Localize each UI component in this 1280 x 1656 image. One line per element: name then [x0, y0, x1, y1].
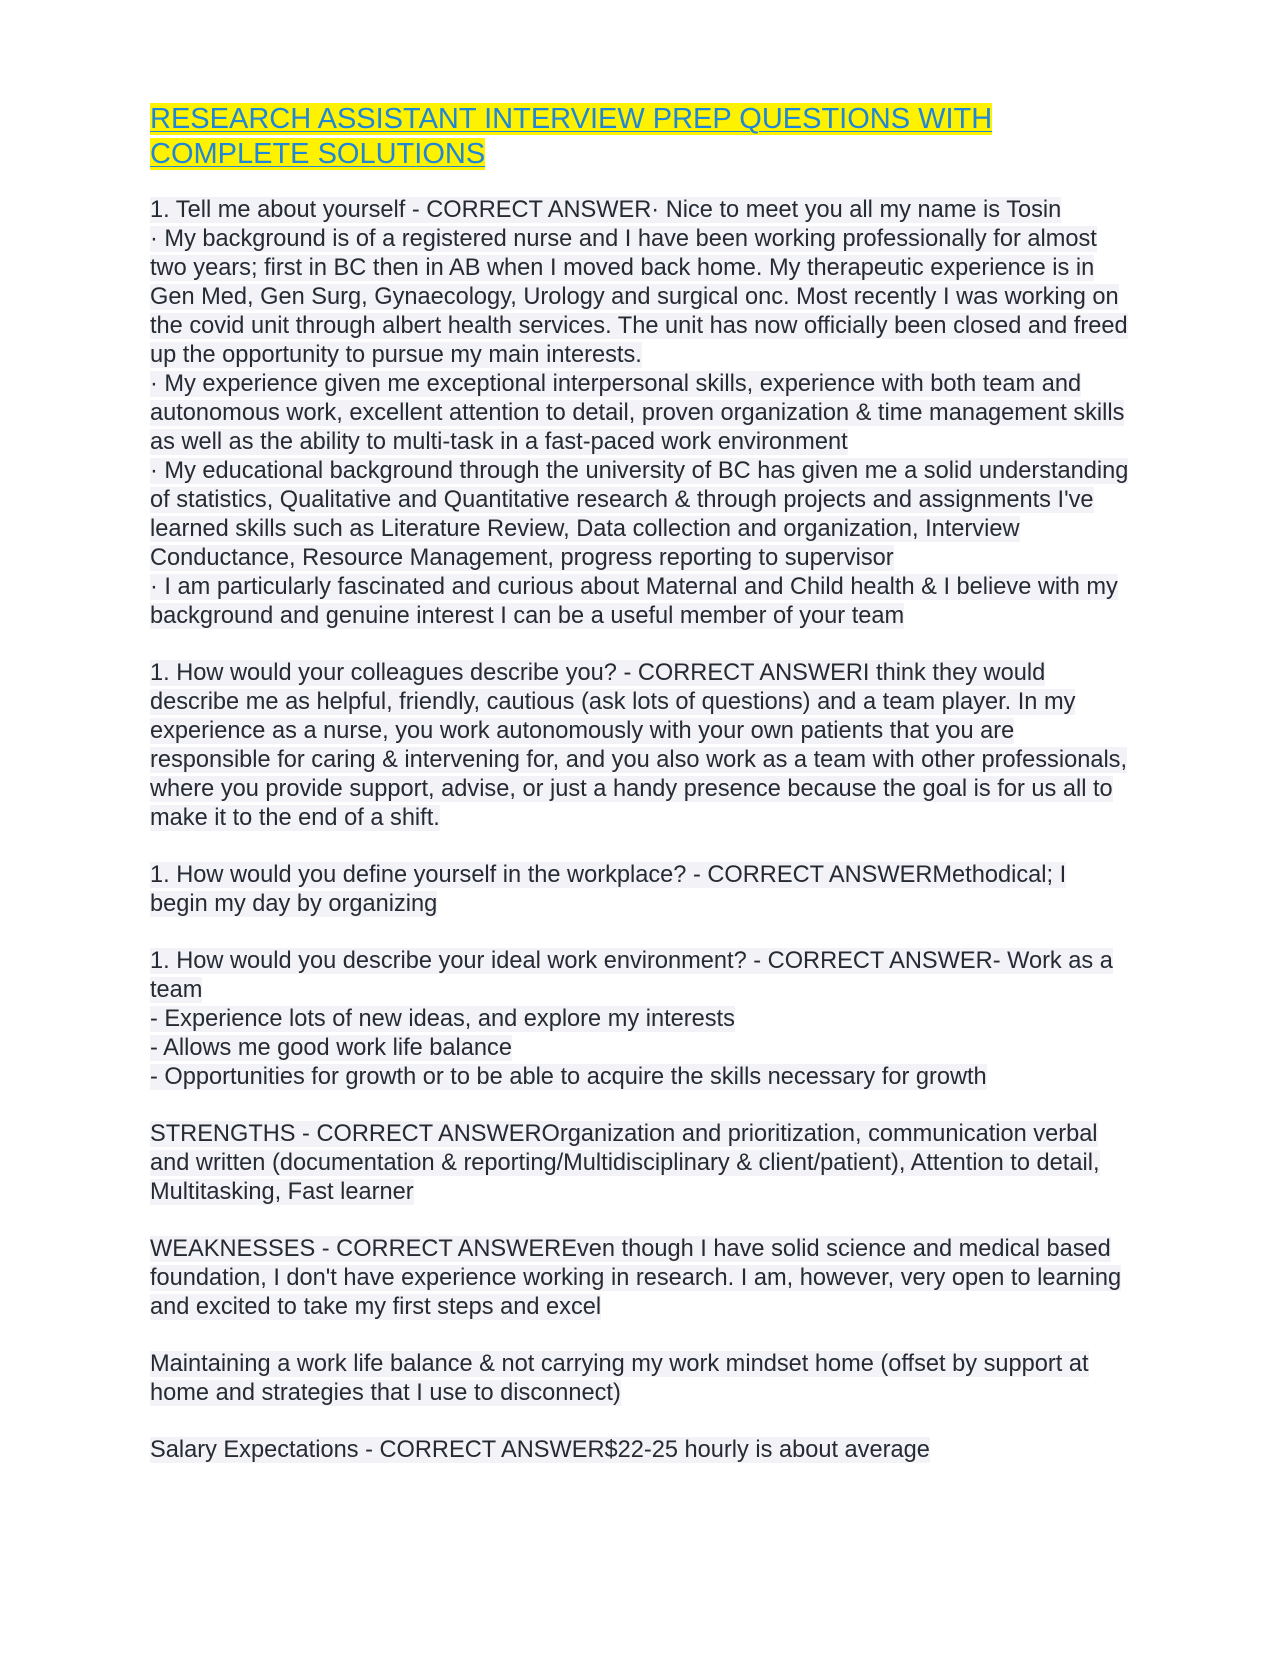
title-line-1[interactable]: RESEARCH ASSISTANT INTERVIEW PREP QUESTIONS WITH [150, 103, 993, 135]
paragraph-line: · I am particularly fascinated and curious about Maternal and Child health & I believe with my background and genuine interest I can be a useful member of your team [150, 574, 1118, 629]
paragraph-line: · My educational background through the university of BC has given me a solid understanding of statistics, Qualitative and Quantitative research & through projects and assignments I've learned skills such as Literature Review, Data collection and organization, Interview Conductance, Resource Management, progress reporting to supervisor [150, 458, 1129, 571]
paragraph-line: - Experience lots of new ideas, and explore my interests [150, 1006, 735, 1032]
paragraph-line: WEAKNESSES - CORRECT ANSWEREven though I have solid science and medical based foundation, I don't have experience working in research. I am, however, very open to learning and excited to take my first steps and excel [150, 1236, 1122, 1320]
qa-block-tell-me-about-yourself [150, 196, 1130, 631]
document-title[interactable] [150, 102, 1130, 172]
paragraph-line: Salary Expectations - CORRECT ANSWER$22-25 hourly is about average [150, 1437, 930, 1463]
qa-block-strengths [150, 1120, 1130, 1207]
paragraph-line: - Allows me good work life balance [150, 1035, 512, 1061]
paragraph-line: Maintaining a work life balance & not carrying my work mindset home (offset by support at home and strategies that I use to disconnect) [150, 1351, 1089, 1406]
paragraph-line: 1. How would you define yourself in the workplace? - CORRECT ANSWERMethodical; I begin my day by organizing [150, 862, 1067, 917]
paragraph-line: 1. How would your colleagues describe you? - CORRECT ANSWERI think they would describe me as helpful, friendly, cautious (ask lots of questions) and a team player. In my experience as a nurse, you work autonomously with your own patients that you are responsible for caring & intervening for, and you also work as a team with other professionals, where you provide support, advise, or just a handy presence because the goal is for us all to make it to the end of a shift. [150, 660, 1128, 831]
document-page [150, 102, 1130, 1493]
paragraph-line: 1. How would you describe your ideal work environment? - CORRECT ANSWER- Work as a team [150, 948, 1113, 1003]
qa-block-ideal-environment [150, 947, 1130, 1092]
qa-block-work-life-balance [150, 1350, 1130, 1408]
qa-block-salary [150, 1436, 1130, 1465]
paragraph-line: 1. Tell me about yourself - CORRECT ANSWER· Nice to meet you all my name is Tosin [150, 197, 1062, 223]
qa-block-workplace [150, 861, 1130, 919]
paragraph-line: - Opportunities for growth or to be able to acquire the skills necessary for growth [150, 1064, 987, 1090]
title-line-2[interactable]: COMPLETE SOLUTIONS [150, 138, 486, 170]
paragraph-line: · My background is of a registered nurse and I have been working professionally for almost two years; first in BC then in AB when I moved back home. My therapeutic experience is in Gen Med, Gen Surg, Gynaecology, Urology and surgical onc. Most recently I was working on the covid unit through albert health services. The unit has now officially been closed and freed up the opportunity to pursue my main interests. [150, 226, 1128, 368]
qa-block-weaknesses [150, 1235, 1130, 1322]
paragraph-line: STRENGTHS - CORRECT ANSWEROrganization and prioritization, communication verbal and written (documentation & reporting/Multidisciplinary & client/patient), Attention to detail, Multitasking, Fast learner [150, 1121, 1100, 1205]
paragraph-line: · My experience given me exceptional interpersonal skills, experience with both team and autonomous work, excellent attention to detail, proven organization & time management skills as well as the ability to multi-task in a fast-paced work environment [150, 371, 1125, 455]
qa-block-colleagues [150, 659, 1130, 833]
